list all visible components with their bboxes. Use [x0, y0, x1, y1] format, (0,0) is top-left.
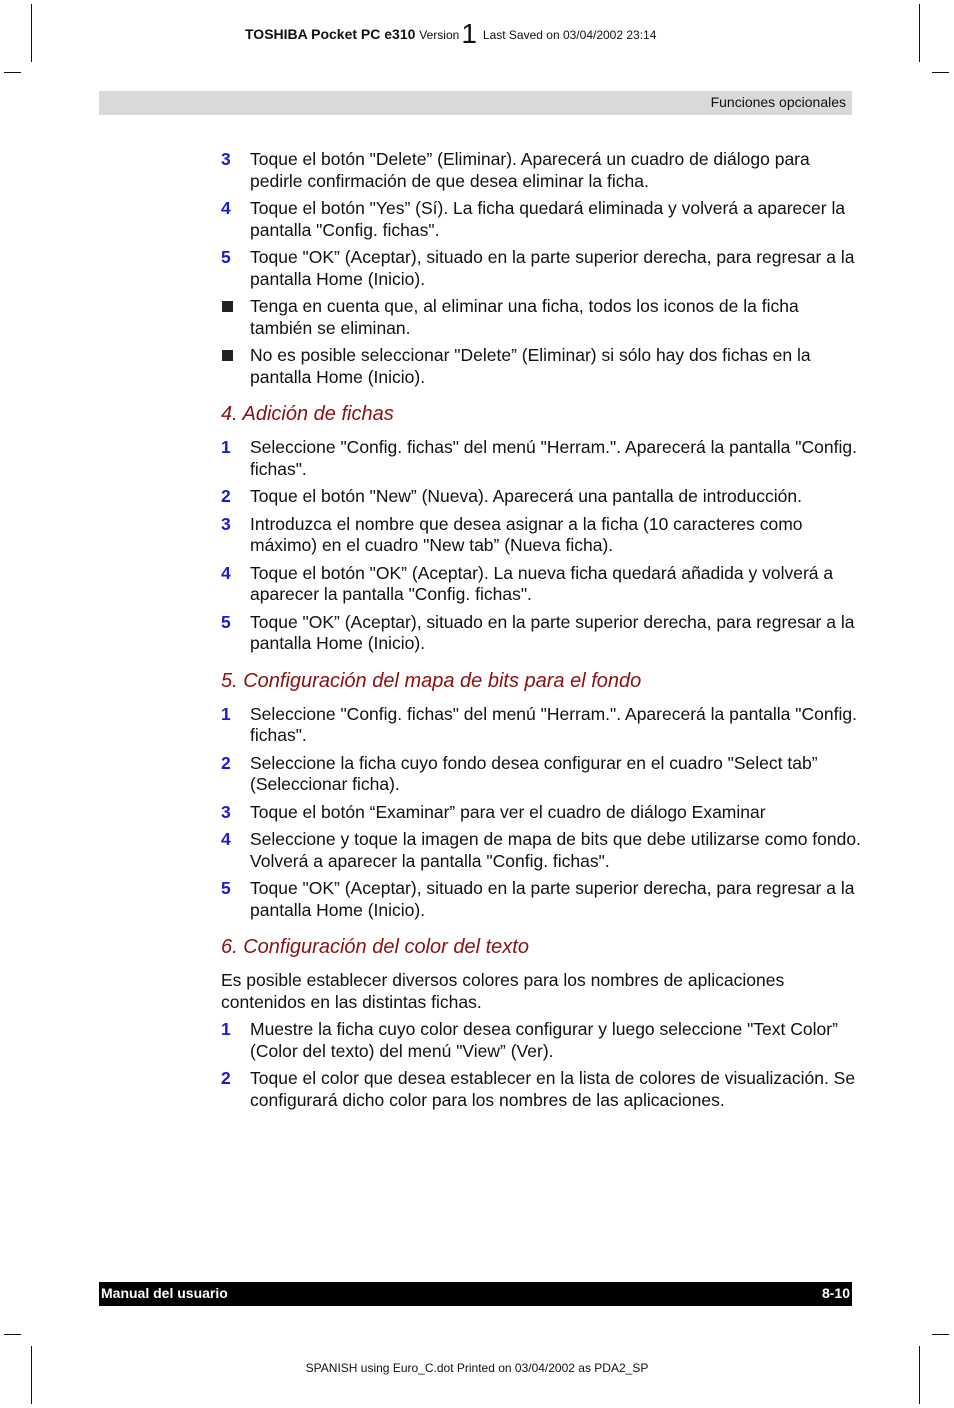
- step-number: 5: [221, 247, 231, 267]
- version-label: Version: [419, 28, 460, 42]
- crop-mark: [932, 72, 949, 73]
- crop-mark: [4, 72, 21, 73]
- step-text: Toque "OK” (Aceptar), situado en la parte superior derecha, para regresar a la pantalla Home (Inicio).: [250, 878, 855, 920]
- version-number: 1: [461, 18, 477, 49]
- last-saved: Last Saved on 03/04/2002 23:14: [482, 28, 657, 42]
- list-item: [221, 149, 861, 192]
- section-title: Funciones opcionales: [710, 94, 846, 110]
- step-number: 1: [221, 1019, 231, 1039]
- step-text: Toque el botón “Examinar” para ver el cuadro de diálogo Examinar: [250, 801, 766, 822]
- section-heading: 5. Configuración del mapa de bits para el fondo: [221, 669, 642, 692]
- page-number: 8-10: [821, 1285, 850, 1301]
- list-item: [221, 612, 861, 655]
- list-item: [221, 704, 861, 747]
- list-item: [221, 878, 861, 921]
- product-name: TOSHIBA Pocket PC e310: [245, 26, 416, 42]
- step-text: Toque "OK” (Aceptar), situado en la parte superior derecha, para regresar a la pantalla Home (Inicio).: [250, 611, 855, 653]
- list-item: [221, 563, 861, 606]
- crop-mark: [31, 1346, 32, 1404]
- step-text: Seleccione "Config. fichas" del menú "Herram.". Aparecerá la pantalla "Config. fichas".: [250, 437, 857, 479]
- section-intro: Es posible establecer diversos colores para los nombres de aplicaciones contenidos en las distintas fichas.: [221, 970, 785, 1012]
- crop-mark: [4, 1334, 21, 1335]
- section-header-bar: [99, 91, 852, 115]
- list-item: [221, 753, 861, 796]
- list-item: [221, 1068, 861, 1111]
- step-number: 2: [221, 1068, 231, 1088]
- crop-mark: [31, 4, 32, 62]
- note-item: [221, 345, 861, 388]
- step-number: 1: [221, 703, 231, 724]
- step-number: 3: [221, 149, 231, 169]
- square-bullet-icon: [222, 350, 233, 361]
- list-item: [221, 514, 861, 557]
- print-info: SPANISH using Euro_C.dot Printed on 03/04/2002 as PDA2_SP: [305, 1361, 649, 1375]
- step-text: Seleccione "Config. fichas" del menú "Herram.". Aparecerá la pantalla "Config. fichas".: [250, 703, 857, 745]
- step-text: Toque el botón "Delete” (Eliminar). Aparecerá un cuadro de diálogo para pedirle confirmación de que desea eliminar la ficha.: [250, 149, 810, 191]
- note-text: Tenga en cuenta que, al eliminar una ficha, todos los iconos de la ficha también se eliminan.: [250, 296, 799, 338]
- section-heading: 6. Configuración del color del texto: [221, 936, 529, 958]
- list-item: [221, 829, 861, 872]
- crop-mark: [919, 1346, 920, 1404]
- step-number: 2: [221, 486, 231, 506]
- list-item: [221, 198, 861, 241]
- step-text: Toque "OK” (Aceptar), situado en la parte superior derecha, para regresar a la pantalla Home (Inicio).: [250, 247, 855, 289]
- crop-mark: [919, 4, 920, 62]
- step-text: Toque el botón "Yes” (Sí). La ficha quedará eliminada y volverá a aparecer la pantalla "Config. fichas".: [250, 198, 846, 240]
- list-item: [221, 1019, 861, 1062]
- list-item: [221, 247, 861, 290]
- step-text: Toque el botón "New” (Nueva). Aparecerá una pantalla de introducción.: [250, 486, 802, 506]
- step-number: 4: [221, 562, 231, 583]
- step-number: 5: [221, 611, 231, 632]
- list-item: [221, 802, 861, 824]
- step-number: 1: [221, 437, 231, 457]
- document-header: [245, 14, 657, 49]
- step-text: Toque el botón "OK” (Aceptar). La nueva ficha quedará añadida y volverá a aparecer la pantalla "Config. fichas".: [250, 562, 834, 604]
- step-number: 4: [221, 829, 231, 849]
- step-number: 2: [221, 752, 231, 773]
- section-heading: 4. Adición de fichas: [221, 403, 394, 425]
- note-text: No es posible seleccionar "Delete” (Eliminar) si sólo hay dos fichas en la pantalla Home (Inicio).: [250, 345, 811, 387]
- step-number: 3: [221, 801, 231, 822]
- crop-mark: [932, 1334, 949, 1335]
- step-text: Seleccione la ficha cuyo fondo desea configurar en el cuadro "Select tab” (Seleccionar ficha).: [250, 752, 818, 794]
- step-text: Introduzca el nombre que desea asignar a la ficha (10 caracteres como máximo) en el cuadro "New tab” (Nueva ficha).: [250, 513, 803, 555]
- step-number: 4: [221, 198, 231, 218]
- step-number: 5: [221, 878, 231, 898]
- step-text: Toque el color que desea establecer en la lista de colores de visualización. Se configurará dicho color para los nombres de las aplicaciones.: [250, 1068, 856, 1110]
- manual-title: Manual del usuario: [101, 1285, 228, 1301]
- step-text: Seleccione y toque la imagen de mapa de bits que debe utilizarse como fondo. Volverá a aparecer la pantalla "Config. fichas".: [250, 829, 861, 871]
- list-item: [221, 486, 861, 508]
- step-number: 3: [221, 513, 231, 534]
- step-text: Muestre la ficha cuyo color desea configurar y luego seleccione "Text Color” (Color del texto) del menú "View” (Ver).: [250, 1019, 838, 1061]
- footer-bar: [99, 1282, 852, 1306]
- square-bullet-icon: [222, 301, 233, 312]
- page-body: [221, 149, 861, 1117]
- list-item: [221, 437, 861, 480]
- note-item: [221, 296, 861, 339]
